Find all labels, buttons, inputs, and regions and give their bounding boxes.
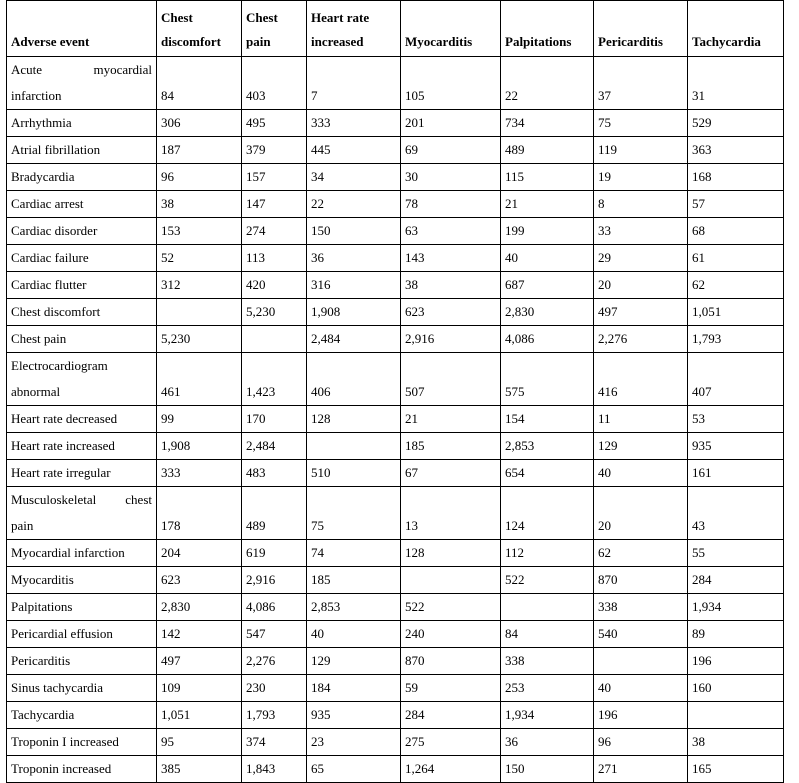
column-header-line-2: Palpitations [505,34,572,49]
count-cell: 306 [157,110,242,137]
count-cell: 52 [157,245,242,272]
count-cell: 654 [501,460,594,487]
adverse-event-cell: Pericardial effusion [7,621,157,648]
count-cell: 363 [688,137,784,164]
count-cell: 105 [401,57,501,110]
count-cell: 115 [501,164,594,191]
count-cell: 2,830 [501,299,594,326]
count-cell: 34 [307,164,401,191]
count-cell: 461 [157,353,242,406]
count-cell: 20 [594,487,688,540]
count-cell: 178 [157,487,242,540]
column-header [7,1,157,57]
count-cell: 124 [501,487,594,540]
table-row [7,326,784,353]
adverse-event-line: infarction [11,88,62,103]
column-header [242,1,307,57]
count-cell: 129 [594,433,688,460]
count-cell: 2,484 [242,433,307,460]
count-cell: 497 [157,648,242,675]
count-cell: 29 [594,245,688,272]
count-cell: 62 [688,272,784,299]
table-row [7,353,784,406]
adverse-event-cell: Heart rate decreased [7,406,157,433]
column-header [594,1,688,57]
table-container [6,0,784,783]
count-cell: 1,051 [157,702,242,729]
count-cell: 416 [594,353,688,406]
count-cell: 55 [688,540,784,567]
count-cell: 406 [307,353,401,406]
count-cell: 96 [157,164,242,191]
count-cell: 935 [307,702,401,729]
count-cell: 96 [594,729,688,756]
count-cell: 21 [401,406,501,433]
column-header-line-2: pain [246,34,271,49]
count-cell: 143 [401,245,501,272]
count-cell: 75 [594,110,688,137]
adverse-event-cell: Myocarditis [7,567,157,594]
adverse-event-cell: Arrhythmia [7,110,157,137]
count-cell [501,594,594,621]
count-cell: 497 [594,299,688,326]
table-body [7,57,784,783]
count-cell: 4,086 [501,326,594,353]
count-cell: 333 [157,460,242,487]
count-cell: 734 [501,110,594,137]
adverse-event-cell: Sinus tachycardia [7,675,157,702]
adverse-event-cell [7,487,157,540]
adverse-event-cell: Cardiac arrest [7,191,157,218]
adverse-event-table [6,0,784,783]
count-cell [688,702,784,729]
count-cell: 1,793 [242,702,307,729]
count-cell: 78 [401,191,501,218]
adverse-event-line: Electrocardiogram [11,358,108,373]
count-cell: 153 [157,218,242,245]
count-cell: 147 [242,191,307,218]
table-row [7,540,784,567]
count-cell: 69 [401,137,501,164]
adverse-event-cell: Bradycardia [7,164,157,191]
count-cell: 129 [307,648,401,675]
column-header [688,1,784,57]
count-cell: 274 [242,218,307,245]
count-cell: 184 [307,675,401,702]
count-cell [401,567,501,594]
count-cell: 240 [401,621,501,648]
count-cell: 53 [688,406,784,433]
adverse-event-cell: Chest pain [7,326,157,353]
count-cell: 1,908 [157,433,242,460]
count-cell: 547 [242,621,307,648]
adverse-event-line: pain [11,518,34,533]
count-cell: 40 [307,621,401,648]
count-cell: 61 [688,245,784,272]
count-cell: 154 [501,406,594,433]
count-cell: 59 [401,675,501,702]
count-cell: 75 [307,487,401,540]
count-cell: 84 [501,621,594,648]
count-cell: 230 [242,675,307,702]
count-cell: 160 [688,675,784,702]
column-header-line-2: increased [311,34,364,49]
count-cell: 271 [594,756,688,783]
count-cell: 38 [157,191,242,218]
count-cell: 43 [688,487,784,540]
count-cell: 489 [501,137,594,164]
adverse-event-cell: Atrial fibrillation [7,137,157,164]
count-cell: 2,853 [501,433,594,460]
count-cell: 312 [157,272,242,299]
count-cell: 187 [157,137,242,164]
table-row [7,191,784,218]
table-row [7,729,784,756]
count-cell: 65 [307,756,401,783]
count-cell [157,299,242,326]
table-row [7,245,784,272]
table-row [7,567,784,594]
count-cell: 84 [157,57,242,110]
table-row [7,110,784,137]
count-cell: 870 [401,648,501,675]
adverse-event-cell: Tachycardia [7,702,157,729]
count-cell: 157 [242,164,307,191]
count-cell [242,326,307,353]
count-cell: 2,276 [242,648,307,675]
count-cell: 1,423 [242,353,307,406]
table-row [7,756,784,783]
count-cell: 201 [401,110,501,137]
count-cell: 489 [242,487,307,540]
column-header-line-2: discomfort [161,34,221,49]
count-cell: 445 [307,137,401,164]
count-cell: 119 [594,137,688,164]
table-row [7,594,784,621]
column-header [307,1,401,57]
count-cell: 540 [594,621,688,648]
count-cell: 63 [401,218,501,245]
count-cell: 1,843 [242,756,307,783]
column-header-line-2: Pericarditis [598,34,663,49]
count-cell: 253 [501,675,594,702]
count-cell: 522 [501,567,594,594]
count-cell: 36 [307,245,401,272]
count-cell: 13 [401,487,501,540]
count-cell: 619 [242,540,307,567]
table-row [7,675,784,702]
count-cell: 2,853 [307,594,401,621]
count-cell [307,433,401,460]
adverse-event-cell: Palpitations [7,594,157,621]
table-row [7,702,784,729]
count-cell: 2,830 [157,594,242,621]
count-cell: 7 [307,57,401,110]
count-cell: 385 [157,756,242,783]
count-cell: 38 [688,729,784,756]
count-cell: 21 [501,191,594,218]
adverse-event-cell: Pericarditis [7,648,157,675]
table-row [7,57,784,110]
count-cell: 623 [401,299,501,326]
count-cell: 40 [594,675,688,702]
count-cell: 168 [688,164,784,191]
count-cell: 510 [307,460,401,487]
count-cell: 275 [401,729,501,756]
count-cell: 2,916 [242,567,307,594]
count-cell: 623 [157,567,242,594]
header-row [7,1,784,57]
count-cell: 38 [401,272,501,299]
column-header-line-1: Heart rate [311,10,370,25]
count-cell: 407 [688,353,784,406]
adverse-event-cell [7,353,157,406]
count-cell: 338 [501,648,594,675]
adverse-event-line: abnormal [11,384,61,399]
count-cell: 31 [688,57,784,110]
count-cell: 483 [242,460,307,487]
table-row [7,406,784,433]
count-cell: 19 [594,164,688,191]
count-cell: 2,484 [307,326,401,353]
table-row [7,621,784,648]
count-cell: 23 [307,729,401,756]
column-header-line-2: Tachycardia [692,34,761,49]
count-cell: 420 [242,272,307,299]
count-cell: 1,264 [401,756,501,783]
count-cell: 5,230 [157,326,242,353]
adverse-event-cell [7,57,157,110]
count-cell: 150 [501,756,594,783]
count-cell: 33 [594,218,688,245]
count-cell: 316 [307,272,401,299]
table-row [7,137,784,164]
count-cell: 507 [401,353,501,406]
count-cell: 284 [688,567,784,594]
count-cell: 30 [401,164,501,191]
column-header-line-1: Chest [246,10,278,25]
adverse-event-cell: Cardiac flutter [7,272,157,299]
adverse-event-line: Acute myocardial [11,62,152,77]
count-cell: 333 [307,110,401,137]
count-cell: 196 [688,648,784,675]
count-cell: 1,793 [688,326,784,353]
count-cell: 379 [242,137,307,164]
count-cell: 99 [157,406,242,433]
count-cell: 62 [594,540,688,567]
count-cell: 37 [594,57,688,110]
count-cell: 1,934 [501,702,594,729]
count-cell: 185 [401,433,501,460]
count-cell: 20 [594,272,688,299]
count-cell: 185 [307,567,401,594]
count-cell: 142 [157,621,242,648]
count-cell: 40 [501,245,594,272]
count-cell [594,648,688,675]
column-header [157,1,242,57]
count-cell: 128 [401,540,501,567]
adverse-event-cell: Heart rate irregular [7,460,157,487]
count-cell: 36 [501,729,594,756]
adverse-event-cell: Troponin I increased [7,729,157,756]
adverse-event-cell: Troponin increased [7,756,157,783]
count-cell: 150 [307,218,401,245]
count-cell: 522 [401,594,501,621]
adverse-event-cell: Cardiac failure [7,245,157,272]
count-cell: 687 [501,272,594,299]
count-cell: 4,086 [242,594,307,621]
adverse-event-cell: Chest discomfort [7,299,157,326]
count-cell: 74 [307,540,401,567]
count-cell: 284 [401,702,501,729]
count-cell: 11 [594,406,688,433]
count-cell: 112 [501,540,594,567]
count-cell: 8 [594,191,688,218]
count-cell: 40 [594,460,688,487]
table-row [7,460,784,487]
count-cell: 403 [242,57,307,110]
count-cell: 204 [157,540,242,567]
column-header-line-2: Myocarditis [405,34,473,49]
count-cell: 95 [157,729,242,756]
count-cell: 935 [688,433,784,460]
count-cell: 113 [242,245,307,272]
count-cell: 1,051 [688,299,784,326]
table-row [7,487,784,540]
count-cell: 199 [501,218,594,245]
count-cell: 67 [401,460,501,487]
count-cell: 22 [501,57,594,110]
table-row [7,299,784,326]
count-cell: 22 [307,191,401,218]
count-cell: 161 [688,460,784,487]
adverse-event-cell: Cardiac disorder [7,218,157,245]
table-row [7,218,784,245]
count-cell: 89 [688,621,784,648]
count-cell: 68 [688,218,784,245]
count-cell: 338 [594,594,688,621]
column-header [501,1,594,57]
count-cell: 57 [688,191,784,218]
count-cell: 374 [242,729,307,756]
count-cell: 128 [307,406,401,433]
count-cell: 529 [688,110,784,137]
count-cell: 196 [594,702,688,729]
column-header-line-1: Chest [161,10,193,25]
count-cell: 2,276 [594,326,688,353]
count-cell: 2,916 [401,326,501,353]
table-row [7,433,784,460]
column-header [401,1,501,57]
adverse-event-cell: Myocardial infarction [7,540,157,567]
table-row [7,648,784,675]
adverse-event-cell: Heart rate increased [7,433,157,460]
count-cell: 1,908 [307,299,401,326]
count-cell: 165 [688,756,784,783]
count-cell: 1,934 [688,594,784,621]
column-header-line-2: Adverse event [11,34,90,49]
count-cell: 870 [594,567,688,594]
table-row [7,164,784,191]
count-cell: 109 [157,675,242,702]
table-row [7,272,784,299]
adverse-event-line: Musculoskeletal chest [11,492,152,507]
count-cell: 575 [501,353,594,406]
count-cell: 5,230 [242,299,307,326]
count-cell: 170 [242,406,307,433]
count-cell: 495 [242,110,307,137]
